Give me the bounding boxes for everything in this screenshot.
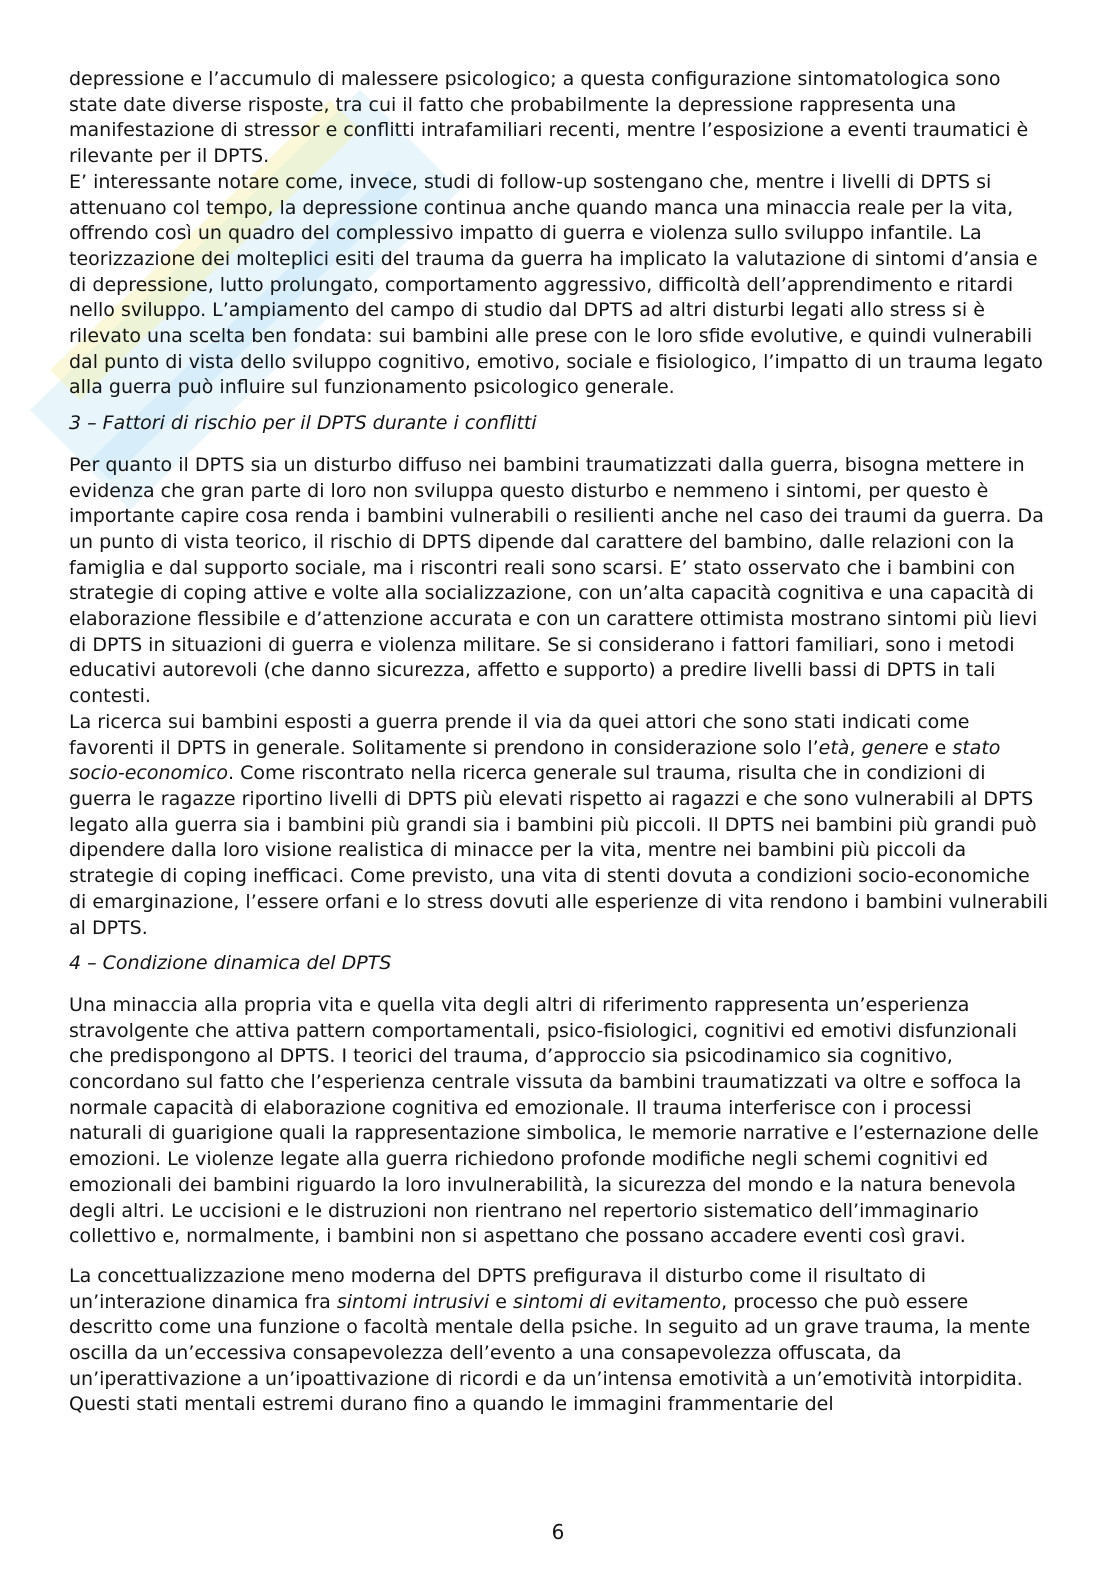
paragraph-1: depressione e l’accumulo di malessere psicologico; a questa configurazione sintomatologica sono state date diverse risposte, tra cui il fatto che probabilmente la depressione rappresenta una manifestazione di stressor e conflitti intrafamiliari recenti, mentre l’esposizione a eventi traumatici è rilevante per il DPTS.: [69, 68, 1029, 168]
emphasis-eta: età: [818, 736, 850, 759]
page-number: 6: [551, 1520, 565, 1544]
section-heading-3: 3 – Fattori di rischio per il DPTS durante i conflitti: [69, 412, 537, 435]
paragraph-3: Per quanto il DPTS sia un disturbo diffuso nei bambini traumatizzati dalla guerra, bisogna mettere in evidenza che gran parte di loro non sviluppa questo disturbo e nemmeno i sintomi, per questo è importante capire cosa renda i bambini vulnerabili o resilienti anche nel caso dei traumi da guerra. Da un punto di vista teorico, il rischio di DPTS dipende dal carattere del bambino, dalle relazioni con la famiglia e dal supporto sociale, ma i riscontri reali sono scarsi. E’ stato osservato che i bambini con strategie di coping attive e volte alla socializzazione, con un’alta capacità cognitiva e una capacità di elaborazione flessibile e d’attenzione accurata e con un carattere ottimista mostrano sintomi più lievi di DPTS in situazioni di guerra e violenza militare. Se si considerano i fattori familiari, sono i metodi educativi autorevoli (che danno sicurezza, affetto e supporto) a predire livelli bassi di DPTS in tali contesti.: [69, 453, 1044, 708]
document-body: [69, 67, 1049, 1418]
paragraph-4: La ricerca sui bambini esposti a guerra prende il via da quei attori che sono stati indicati come favorenti il DPTS in generale. Solitamente si prendono in considerazione solo l’età, genere e stato socio-economico. Come riscontrato nella ricerca generale sul trauma, risulta che in condizioni di guerra le ragazze riportino livelli di DPTS più elevati rispetto ai ragazzi e che sono vulnerabili al DPTS legato alla guerra sia i bambini più grandi sia i bambini più piccoli. Il DPTS nei bambini più grandi può dipendere dalla loro visione realistica di minacce per la vita, mentre nei bambini più piccoli da strategie di coping inefficaci. Come previsto, una vita di stenti dovuta a condizioni socio-economiche di emarginazione, l’essere orfani e lo stress dovuti alle esperienze di vita rendono i bambini vulnerabili al DPTS.: [69, 710, 1049, 939]
emphasis-sintomi-intrusivi: sintomi intrusivi: [336, 1290, 490, 1313]
emphasis-stato-socio-economico: stato socio-economico: [69, 736, 1001, 785]
paragraph-2: E’ interessante notare come, invece, studi di follow-up sostengano che, mentre i livelli di DPTS si attenuano col tempo, la depressione continua anche quando manca una minaccia reale per la vita, offrendo così un quadro del complessivo impatto di guerra e violenza sullo sviluppo infantile. La teorizzazione dei molteplici esiti del trauma da guerra ha implicato la valutazione di sintomi d’ansia e di depressione, lutto prolungato, comportamento aggressivo, difficoltà dell’apprendimento e ritardi nello sviluppo. L’ampiamento del campo di studio dal DPTS ad altri disturbi legati allo stress si è rilevato una scelta ben fondata: sui bambini alle prese con le loro sfide evolutive, e quindi vulnerabili dal punto di vista dello sviluppo cognitivo, emotivo, sociale e fisiologico, l’impatto di un trauma legato alla guerra può influire sul funzionamento psicologico generale.: [69, 170, 1043, 399]
paragraph-6: La concettualizzazione meno moderna del DPTS prefigurava il disturbo come il risultato di un’interazione dinamica fra sintomi intrusivi e sintomi di evitamento, processo che può essere descritto come una funzione o facoltà mentale della psiche. In seguito ad un grave trauma, la mente oscilla da un’eccessiva consapevolezza dell’evento a una consapevolezza offuscata, da un’iperattivazione a un’ipoattivazione di ricordi e da un’intensa emotività a un’emotività intorpidita. Questi stati mentali estremi durano fino a quando le immagini frammentarie del: [69, 1264, 1031, 1416]
paragraph-5: Una minaccia alla propria vita e quella vita degli altri di riferimento rappresenta un’esperienza stravolgente che attiva pattern comportamentali, psico-fisiologici, cognitivi ed emotivi disfunzionali che predispongono al DPTS. I teorici del trauma, d’approccio sia psicodinamico sia cognitivo, concordano sul fatto che l’esperienza centrale vissuta da bambini traumatizzati va oltre e soffoca la normale capacità di elaborazione cognitiva ed emozionale. Il trauma interferisce con i processi naturali di guarigione quali la rappresentazione simbolica, le memorie narrative e l’esternazione delle emozioni. Le violenze legate alla guerra richiedono profonde modifiche negli schemi cognitivi ed emozionali dei bambini riguardo la loro invulnerabilità, la sicurezza del mondo e la natura benevola degli altri. Le uccisioni e le distruzioni non rientrano nel repertorio sistematico dell’immaginario collettivo e, normalmente, i bambini non si aspettano che possano accadere eventi così gravi.: [69, 993, 1039, 1248]
emphasis-sintomi-evitamento: sintomi di evitamento: [513, 1290, 722, 1313]
section-heading-4: 4 – Condizione dinamica del DPTS: [69, 952, 392, 975]
emphasis-genere: genere: [861, 736, 929, 759]
